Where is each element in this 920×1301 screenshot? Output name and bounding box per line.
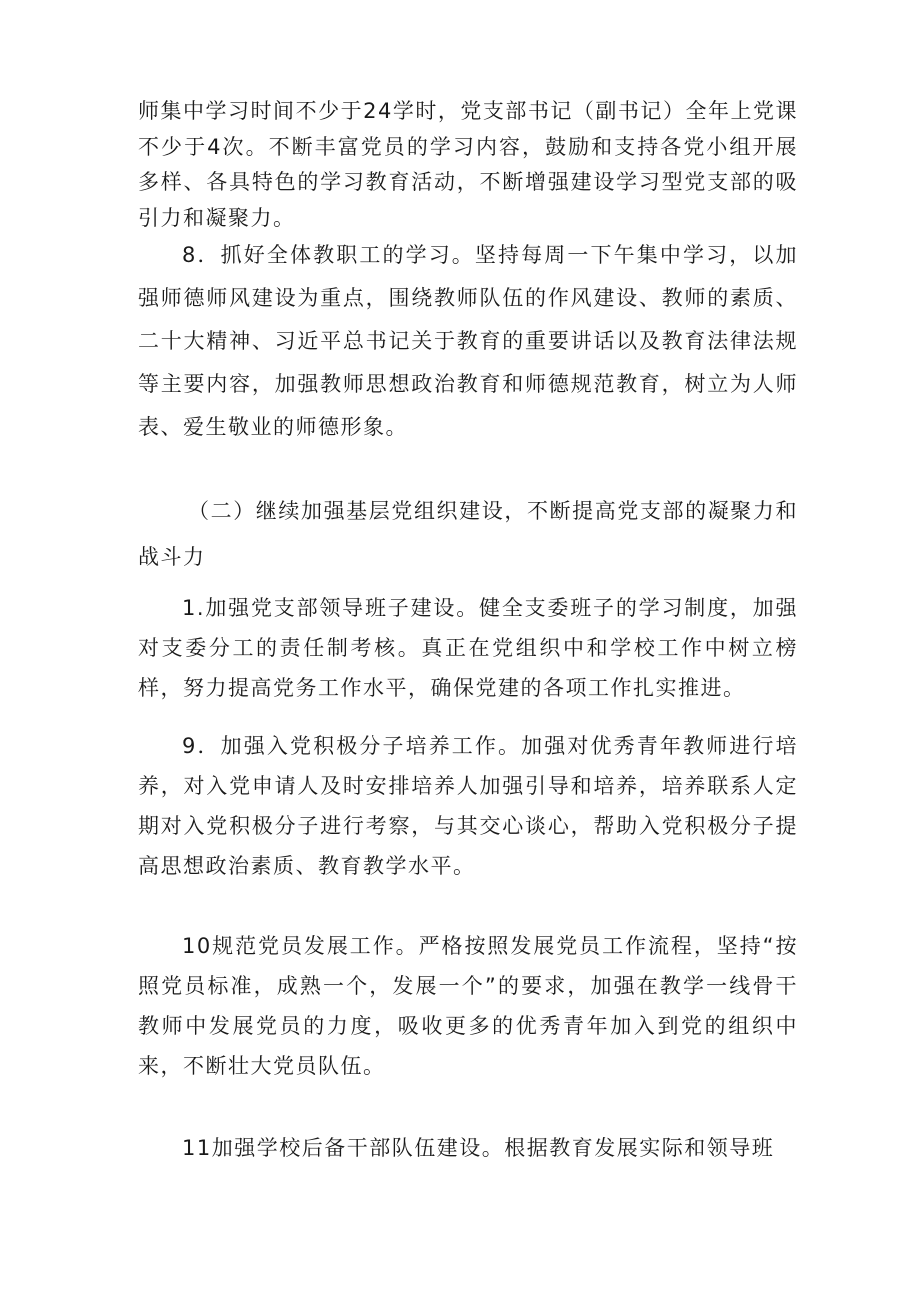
paragraph-study-hours: 师集中学习时间不少于24学时，党支部书记（副书记）全年上党课不少于4次。不断丰富党员的学习内容，鼓励和支持各党小组开展多样、各具特色的学习教育活动，不断增强建设学习型党支部的吸引力和凝聚力。 bbox=[138, 99, 798, 230]
section-heading-2: （二）继续加强基层党组织建设，不断提高党支部的凝聚力和战斗力 bbox=[138, 499, 798, 569]
paragraph-item-11: 11加强学校后备干部队伍建设。根据教育发展实际和领导班 bbox=[182, 1136, 775, 1160]
paragraph-item-1: 1.加强党支部领导班子建设。健全支委班子的学习制度，加强对支委分工的责任制考核。真正在党组织中和学校工作中树立榜样，努力提高党务工作水平，确保党建的各项工作扎实推进。 bbox=[138, 596, 798, 700]
paragraph-item-8: 8．抓好全体教职工的学习。坚持每周一下午集中学习，以加强师德师风建设为重点，围绕教师队伍的作风建设、教师的素质、二十大精神、习近平总书记关于教育的重要讲话以及教育法律法规等主要内容，加强教师思想政治教育和师德规范教育，树立为人师表、爱生敬业的师德形象。 bbox=[138, 243, 798, 439]
paragraph-item-9: 9．加强入党积极分子培养工作。加强对优秀青年教师进行培养，对入党申请人及时安排培养人加强引导和培养，培养联系人定期对入党积极分子进行考察，与其交心谈心，帮助入党积极分子提高思想政治素质、教育教学水平。 bbox=[138, 734, 798, 878]
paragraph-item-10: 10规范党员发展工作。严格按照发展党员工作流程，坚持“按照党员标准，成熟一个，发展一个”的要求，加强在教学一线骨干教师中发展党员的力度，吸收更多的优秀青年加入到党的组织中来，不断壮大党员队伍。 bbox=[138, 934, 798, 1078]
